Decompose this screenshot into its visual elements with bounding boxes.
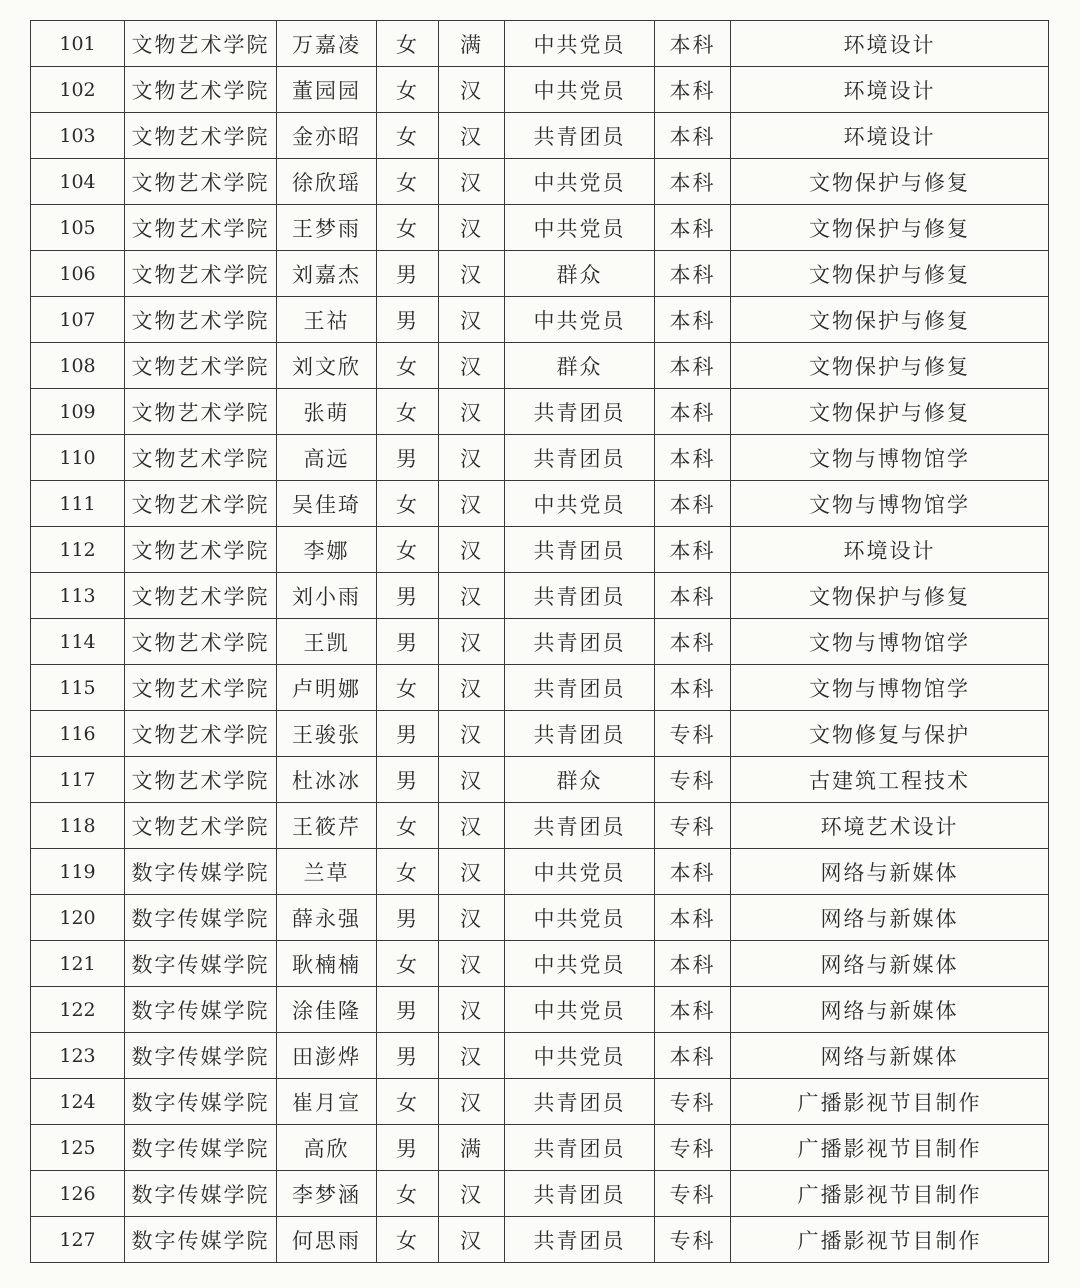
table-row (31, 757, 1049, 803)
name-cell: 薛永强 (277, 895, 377, 941)
row-number-cell: 119 (31, 849, 125, 895)
major-cell: 古建筑工程技术 (731, 757, 1049, 803)
political-status-cell: 中共党员 (505, 481, 655, 527)
major-cell: 环境设计 (731, 67, 1049, 113)
student-roster-table (30, 20, 1049, 1263)
row-number-cell: 101 (31, 21, 125, 67)
education-level-cell: 本科 (655, 895, 731, 941)
table-row (31, 113, 1049, 159)
table-row (31, 343, 1049, 389)
ethnicity-cell: 汉 (439, 941, 505, 987)
ethnicity-cell: 汉 (439, 1217, 505, 1263)
ethnicity-cell: 汉 (439, 803, 505, 849)
table-row (31, 1125, 1049, 1171)
name-cell: 王筱芹 (277, 803, 377, 849)
gender-cell: 女 (377, 481, 439, 527)
gender-cell: 女 (377, 389, 439, 435)
ethnicity-cell: 汉 (439, 251, 505, 297)
college-cell: 文物艺术学院 (125, 665, 277, 711)
college-cell: 文物艺术学院 (125, 113, 277, 159)
college-cell: 数字传媒学院 (125, 1125, 277, 1171)
row-number-cell: 110 (31, 435, 125, 481)
education-level-cell: 本科 (655, 665, 731, 711)
gender-cell: 女 (377, 113, 439, 159)
name-cell: 徐欣瑶 (277, 159, 377, 205)
gender-cell: 女 (377, 1171, 439, 1217)
major-cell: 环境设计 (731, 113, 1049, 159)
college-cell: 数字传媒学院 (125, 895, 277, 941)
education-level-cell: 本科 (655, 987, 731, 1033)
table-row (31, 987, 1049, 1033)
table-row (31, 1079, 1049, 1125)
political-status-cell: 共青团员 (505, 527, 655, 573)
education-level-cell: 本科 (655, 941, 731, 987)
political-status-cell: 中共党员 (505, 205, 655, 251)
gender-cell: 男 (377, 619, 439, 665)
major-cell: 文物与博物馆学 (731, 619, 1049, 665)
row-number-cell: 111 (31, 481, 125, 527)
ethnicity-cell: 汉 (439, 343, 505, 389)
row-number-cell: 118 (31, 803, 125, 849)
major-cell: 环境设计 (731, 21, 1049, 67)
college-cell: 文物艺术学院 (125, 205, 277, 251)
ethnicity-cell: 汉 (439, 1079, 505, 1125)
gender-cell: 女 (377, 849, 439, 895)
name-cell: 何思雨 (277, 1217, 377, 1263)
college-cell: 文物艺术学院 (125, 803, 277, 849)
political-status-cell: 中共党员 (505, 1033, 655, 1079)
ethnicity-cell: 汉 (439, 481, 505, 527)
major-cell: 文物保护与修复 (731, 343, 1049, 389)
major-cell: 文物保护与修复 (731, 389, 1049, 435)
education-level-cell: 本科 (655, 343, 731, 389)
ethnicity-cell: 汉 (439, 573, 505, 619)
education-level-cell: 本科 (655, 481, 731, 527)
row-number-cell: 113 (31, 573, 125, 619)
political-status-cell: 共青团员 (505, 711, 655, 757)
name-cell: 兰草 (277, 849, 377, 895)
ethnicity-cell: 满 (439, 1125, 505, 1171)
political-status-cell: 共青团员 (505, 1079, 655, 1125)
row-number-cell: 114 (31, 619, 125, 665)
name-cell: 李梦涵 (277, 1171, 377, 1217)
table-row (31, 849, 1049, 895)
name-cell: 卢明娜 (277, 665, 377, 711)
major-cell: 网络与新媒体 (731, 895, 1049, 941)
major-cell: 文物修复与保护 (731, 711, 1049, 757)
major-cell: 网络与新媒体 (731, 941, 1049, 987)
political-status-cell: 共青团员 (505, 435, 655, 481)
row-number-cell: 102 (31, 67, 125, 113)
ethnicity-cell: 汉 (439, 665, 505, 711)
college-cell: 文物艺术学院 (125, 389, 277, 435)
gender-cell: 女 (377, 1079, 439, 1125)
political-status-cell: 共青团员 (505, 1171, 655, 1217)
education-level-cell: 本科 (655, 389, 731, 435)
row-number-cell: 104 (31, 159, 125, 205)
major-cell: 环境艺术设计 (731, 803, 1049, 849)
row-number-cell: 103 (31, 113, 125, 159)
ethnicity-cell: 汉 (439, 987, 505, 1033)
education-level-cell: 本科 (655, 435, 731, 481)
major-cell: 文物与博物馆学 (731, 665, 1049, 711)
ethnicity-cell: 汉 (439, 527, 505, 573)
gender-cell: 女 (377, 67, 439, 113)
college-cell: 文物艺术学院 (125, 343, 277, 389)
table-row (31, 251, 1049, 297)
major-cell: 文物与博物馆学 (731, 435, 1049, 481)
gender-cell: 女 (377, 205, 439, 251)
college-cell: 数字传媒学院 (125, 1217, 277, 1263)
name-cell: 王凯 (277, 619, 377, 665)
political-status-cell: 中共党员 (505, 159, 655, 205)
education-level-cell: 本科 (655, 21, 731, 67)
political-status-cell: 群众 (505, 251, 655, 297)
gender-cell: 男 (377, 1033, 439, 1079)
row-number-cell: 121 (31, 941, 125, 987)
ethnicity-cell: 满 (439, 21, 505, 67)
education-level-cell: 本科 (655, 113, 731, 159)
education-level-cell: 专科 (655, 1125, 731, 1171)
college-cell: 文物艺术学院 (125, 159, 277, 205)
table-row (31, 1217, 1049, 1263)
row-number-cell: 120 (31, 895, 125, 941)
college-cell: 文物艺术学院 (125, 435, 277, 481)
ethnicity-cell: 汉 (439, 435, 505, 481)
table-row (31, 665, 1049, 711)
education-level-cell: 本科 (655, 573, 731, 619)
college-cell: 文物艺术学院 (125, 619, 277, 665)
roster-body (31, 21, 1049, 1263)
table-row (31, 389, 1049, 435)
ethnicity-cell: 汉 (439, 895, 505, 941)
name-cell: 王梦雨 (277, 205, 377, 251)
political-status-cell: 共青团员 (505, 665, 655, 711)
political-status-cell: 中共党员 (505, 297, 655, 343)
name-cell: 高欣 (277, 1125, 377, 1171)
name-cell: 耿楠楠 (277, 941, 377, 987)
college-cell: 文物艺术学院 (125, 297, 277, 343)
row-number-cell: 105 (31, 205, 125, 251)
row-number-cell: 127 (31, 1217, 125, 1263)
ethnicity-cell: 汉 (439, 205, 505, 251)
name-cell: 刘嘉杰 (277, 251, 377, 297)
row-number-cell: 124 (31, 1079, 125, 1125)
name-cell: 杜冰冰 (277, 757, 377, 803)
gender-cell: 女 (377, 159, 439, 205)
gender-cell: 男 (377, 987, 439, 1033)
college-cell: 文物艺术学院 (125, 527, 277, 573)
gender-cell: 男 (377, 251, 439, 297)
ethnicity-cell: 汉 (439, 67, 505, 113)
name-cell: 王祜 (277, 297, 377, 343)
name-cell: 李娜 (277, 527, 377, 573)
political-status-cell: 群众 (505, 757, 655, 803)
political-status-cell: 中共党员 (505, 67, 655, 113)
table-row (31, 481, 1049, 527)
gender-cell: 男 (377, 435, 439, 481)
college-cell: 数字传媒学院 (125, 1033, 277, 1079)
row-number-cell: 116 (31, 711, 125, 757)
scanned-document-page (30, 20, 1048, 1263)
college-cell: 文物艺术学院 (125, 573, 277, 619)
major-cell: 网络与新媒体 (731, 1033, 1049, 1079)
major-cell: 文物保护与修复 (731, 251, 1049, 297)
college-cell: 文物艺术学院 (125, 711, 277, 757)
education-level-cell: 本科 (655, 527, 731, 573)
political-status-cell: 共青团员 (505, 1125, 655, 1171)
row-number-cell: 117 (31, 757, 125, 803)
college-cell: 文物艺术学院 (125, 251, 277, 297)
row-number-cell: 126 (31, 1171, 125, 1217)
major-cell: 广播影视节目制作 (731, 1217, 1049, 1263)
college-cell: 文物艺术学院 (125, 21, 277, 67)
row-number-cell: 125 (31, 1125, 125, 1171)
college-cell: 数字传媒学院 (125, 1171, 277, 1217)
table-row (31, 941, 1049, 987)
major-cell: 文物保护与修复 (731, 297, 1049, 343)
education-level-cell: 本科 (655, 297, 731, 343)
ethnicity-cell: 汉 (439, 1033, 505, 1079)
ethnicity-cell: 汉 (439, 113, 505, 159)
college-cell: 数字传媒学院 (125, 1079, 277, 1125)
major-cell: 环境设计 (731, 527, 1049, 573)
college-cell: 数字传媒学院 (125, 941, 277, 987)
table-row (31, 619, 1049, 665)
ethnicity-cell: 汉 (439, 711, 505, 757)
political-status-cell: 中共党员 (505, 941, 655, 987)
college-cell: 文物艺术学院 (125, 67, 277, 113)
table-row (31, 21, 1049, 67)
major-cell: 文物保护与修复 (731, 573, 1049, 619)
major-cell: 网络与新媒体 (731, 987, 1049, 1033)
gender-cell: 女 (377, 941, 439, 987)
table-row (31, 1171, 1049, 1217)
ethnicity-cell: 汉 (439, 757, 505, 803)
row-number-cell: 123 (31, 1033, 125, 1079)
table-row (31, 159, 1049, 205)
education-level-cell: 专科 (655, 1171, 731, 1217)
name-cell: 刘小雨 (277, 573, 377, 619)
political-status-cell: 中共党员 (505, 895, 655, 941)
political-status-cell: 中共党员 (505, 987, 655, 1033)
table-row (31, 711, 1049, 757)
table-row (31, 895, 1049, 941)
major-cell: 广播影视节目制作 (731, 1125, 1049, 1171)
political-status-cell: 共青团员 (505, 573, 655, 619)
name-cell: 刘文欣 (277, 343, 377, 389)
education-level-cell: 专科 (655, 757, 731, 803)
name-cell: 王骏张 (277, 711, 377, 757)
political-status-cell: 共青团员 (505, 619, 655, 665)
gender-cell: 男 (377, 757, 439, 803)
ethnicity-cell: 汉 (439, 159, 505, 205)
college-cell: 文物艺术学院 (125, 481, 277, 527)
ethnicity-cell: 汉 (439, 619, 505, 665)
major-cell: 广播影视节目制作 (731, 1171, 1049, 1217)
political-status-cell: 共青团员 (505, 389, 655, 435)
education-level-cell: 本科 (655, 1033, 731, 1079)
gender-cell: 女 (377, 343, 439, 389)
gender-cell: 女 (377, 527, 439, 573)
name-cell: 张萌 (277, 389, 377, 435)
row-number-cell: 109 (31, 389, 125, 435)
major-cell: 文物与博物馆学 (731, 481, 1049, 527)
gender-cell: 男 (377, 573, 439, 619)
table-row (31, 205, 1049, 251)
name-cell: 高远 (277, 435, 377, 481)
political-status-cell: 中共党员 (505, 21, 655, 67)
gender-cell: 男 (377, 1125, 439, 1171)
education-level-cell: 专科 (655, 803, 731, 849)
table-row (31, 435, 1049, 481)
education-level-cell: 本科 (655, 67, 731, 113)
gender-cell: 男 (377, 895, 439, 941)
gender-cell: 女 (377, 665, 439, 711)
political-status-cell: 共青团员 (505, 1217, 655, 1263)
gender-cell: 女 (377, 1217, 439, 1263)
gender-cell: 男 (377, 297, 439, 343)
ethnicity-cell: 汉 (439, 389, 505, 435)
college-cell: 数字传媒学院 (125, 987, 277, 1033)
name-cell: 崔月宣 (277, 1079, 377, 1125)
row-number-cell: 108 (31, 343, 125, 389)
table-row (31, 67, 1049, 113)
name-cell: 吴佳琦 (277, 481, 377, 527)
political-status-cell: 共青团员 (505, 113, 655, 159)
major-cell: 广播影视节目制作 (731, 1079, 1049, 1125)
name-cell: 董园园 (277, 67, 377, 113)
name-cell: 金亦昭 (277, 113, 377, 159)
college-cell: 文物艺术学院 (125, 757, 277, 803)
political-status-cell: 群众 (505, 343, 655, 389)
name-cell: 田澎烨 (277, 1033, 377, 1079)
row-number-cell: 107 (31, 297, 125, 343)
education-level-cell: 专科 (655, 1079, 731, 1125)
major-cell: 文物保护与修复 (731, 205, 1049, 251)
political-status-cell: 中共党员 (505, 849, 655, 895)
name-cell: 万嘉凌 (277, 21, 377, 67)
political-status-cell: 共青团员 (505, 803, 655, 849)
table-row (31, 1033, 1049, 1079)
college-cell: 数字传媒学院 (125, 849, 277, 895)
education-level-cell: 专科 (655, 1217, 731, 1263)
row-number-cell: 112 (31, 527, 125, 573)
education-level-cell: 本科 (655, 849, 731, 895)
education-level-cell: 本科 (655, 251, 731, 297)
gender-cell: 女 (377, 21, 439, 67)
name-cell: 涂佳隆 (277, 987, 377, 1033)
ethnicity-cell: 汉 (439, 849, 505, 895)
major-cell: 文物保护与修复 (731, 159, 1049, 205)
education-level-cell: 本科 (655, 619, 731, 665)
gender-cell: 女 (377, 803, 439, 849)
ethnicity-cell: 汉 (439, 297, 505, 343)
row-number-cell: 115 (31, 665, 125, 711)
table-row (31, 573, 1049, 619)
education-level-cell: 专科 (655, 711, 731, 757)
table-row (31, 803, 1049, 849)
gender-cell: 男 (377, 711, 439, 757)
row-number-cell: 106 (31, 251, 125, 297)
table-row (31, 297, 1049, 343)
ethnicity-cell: 汉 (439, 1171, 505, 1217)
education-level-cell: 本科 (655, 205, 731, 251)
table-row (31, 527, 1049, 573)
major-cell: 网络与新媒体 (731, 849, 1049, 895)
education-level-cell: 本科 (655, 159, 731, 205)
row-number-cell: 122 (31, 987, 125, 1033)
